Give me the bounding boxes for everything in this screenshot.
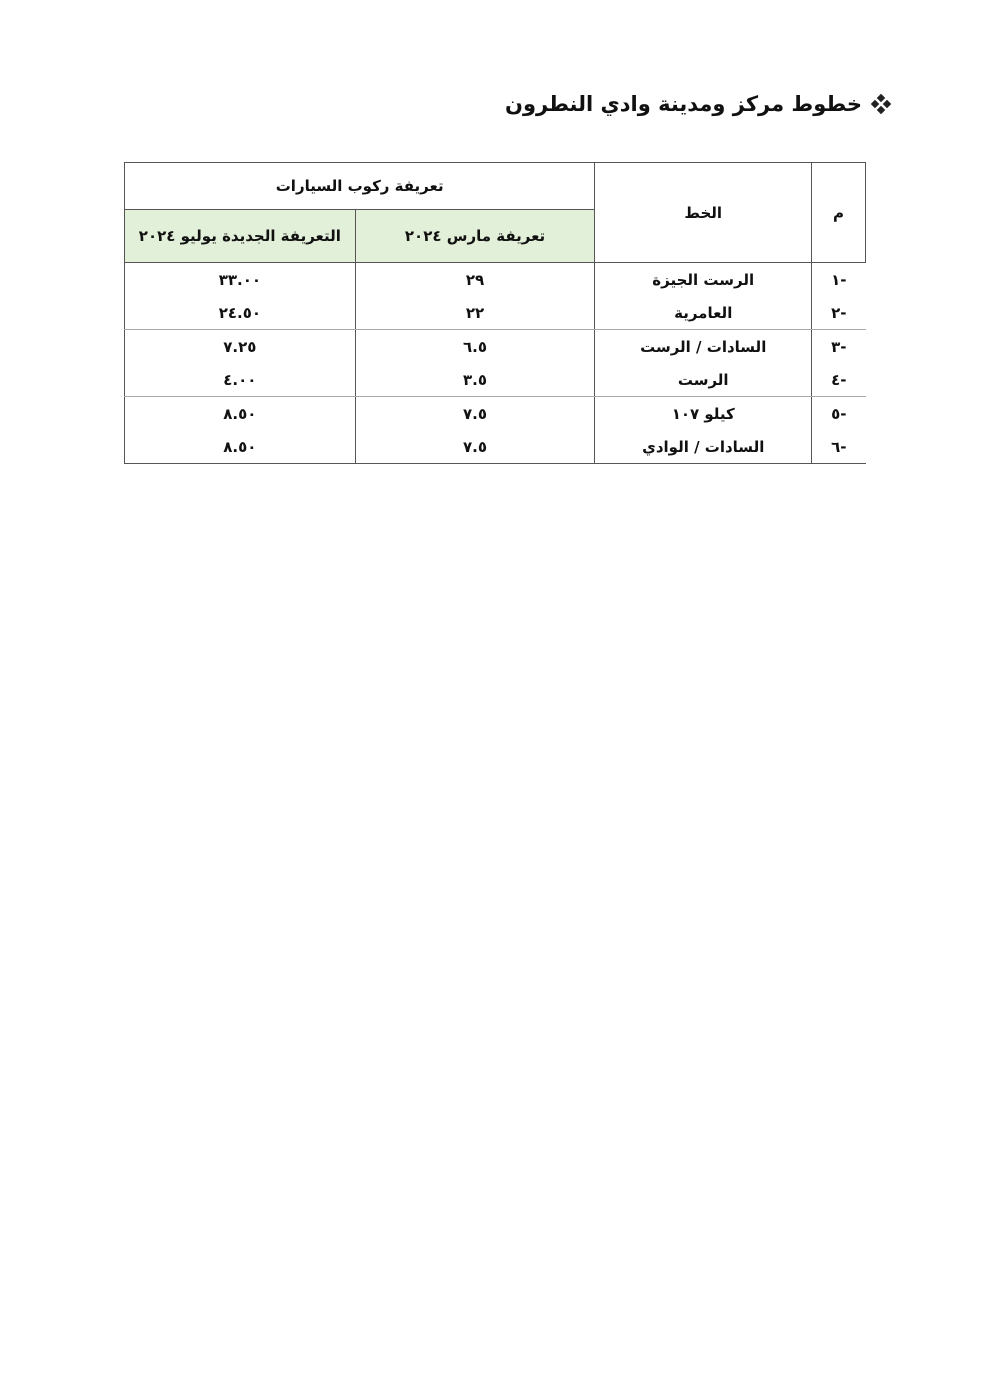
fare-table [124,162,866,464]
table-row [125,363,866,397]
row-number: ٥- [812,397,866,431]
new-fare: ٧.٢٥ [125,330,356,364]
new-fare: ٣٣.٠٠ [125,263,356,297]
table-row [125,296,866,330]
march-fare: ٧.٥ [355,430,595,464]
new-fare: ٢٤.٥٠ [125,296,356,330]
row-number: ٦- [812,430,866,464]
row-number: ١- [812,263,866,297]
header-new-fare: التعريفة الجديدة يوليو ٢٠٢٤ [125,210,356,263]
march-fare: ٢٢ [355,296,595,330]
line-name: كيلو ١٠٧ [595,397,812,431]
header-line: الخط [595,163,812,263]
march-fare: ٧.٥ [355,397,595,431]
line-name: الرست الجيزة [595,263,812,297]
line-name: السادات / الوادي [595,430,812,464]
march-fare: ٣.٥ [355,363,595,397]
march-fare: ٦.٥ [355,330,595,364]
header-fare-group: تعريفة ركوب السيارات [125,163,595,210]
table-row [125,330,866,364]
line-name: العامرية [595,296,812,330]
page-title-text: خطوط مركز ومدينة وادي النطرون [505,92,862,116]
new-fare: ٤.٠٠ [125,363,356,397]
line-name: الرست [595,363,812,397]
row-number: ٣- [812,330,866,364]
header-march-fare: تعريفة مارس ٢٠٢٤ [355,210,595,263]
table-row [125,397,866,431]
header-m: م [812,163,866,263]
row-number: ٢- [812,296,866,330]
diamond-bullet-icon [872,95,890,113]
table-row [125,430,866,464]
line-name: السادات / الرست [595,330,812,364]
new-fare: ٨.٥٠ [125,430,356,464]
row-number: ٤- [812,363,866,397]
page-title [505,92,890,116]
new-fare: ٨.٥٠ [125,397,356,431]
table-row [125,263,866,297]
march-fare: ٢٩ [355,263,595,297]
